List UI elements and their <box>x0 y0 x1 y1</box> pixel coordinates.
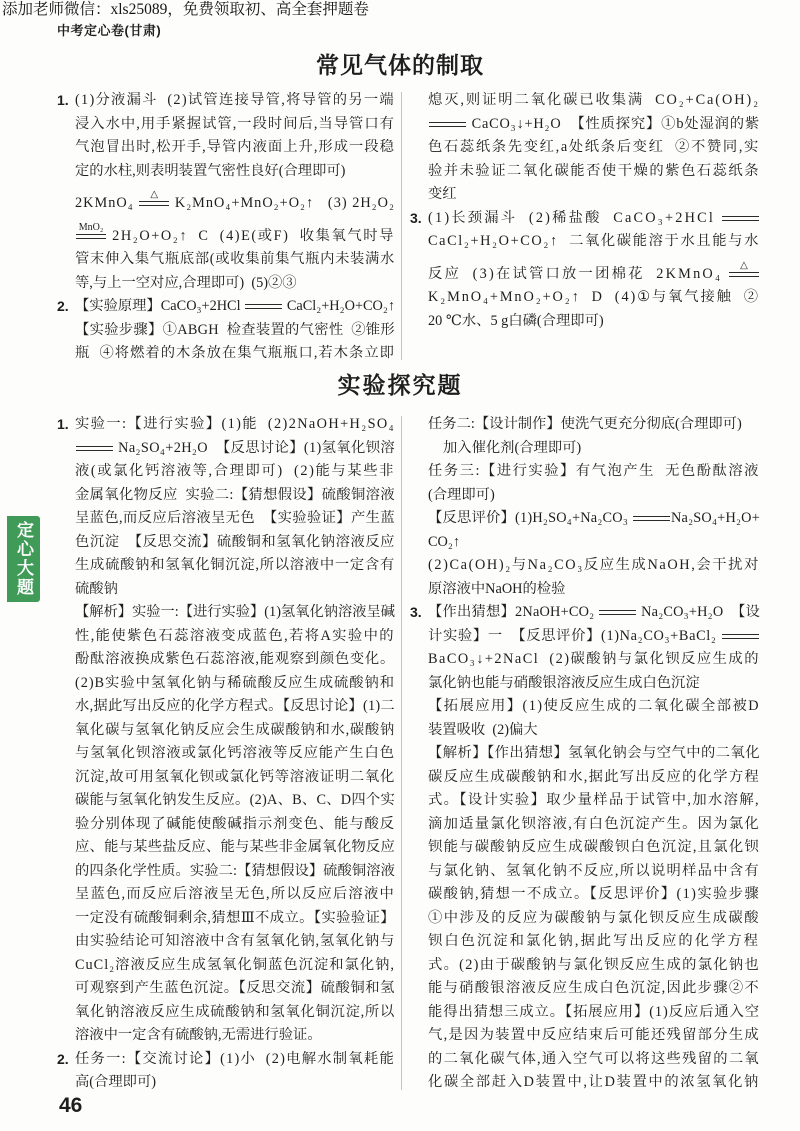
text-line <box>410 1001 760 1025</box>
book-title: 中考定心卷(甘肃) <box>57 23 162 38</box>
text-line <box>57 248 395 272</box>
line-content <box>428 136 760 160</box>
text-line <box>57 930 395 954</box>
text-run: (2)Ca(OH)₂与Na₂CO₃反应生成NaOH,会干扰对 <box>428 557 760 573</box>
line-content <box>75 189 395 216</box>
text-run: 的二氧化碳气体,通入空气可以将这些残留的二氧 <box>428 1050 760 1067</box>
text-line <box>57 507 395 531</box>
text-line <box>57 136 395 160</box>
text-line <box>410 531 760 555</box>
line-content <box>75 1001 395 1025</box>
text-line <box>410 286 760 310</box>
line-content <box>75 766 395 790</box>
line-content <box>75 719 395 743</box>
line-content <box>75 507 395 531</box>
text-line <box>57 89 395 113</box>
text-line <box>57 719 395 743</box>
item-number: 1. <box>57 92 69 108</box>
text-run: 原溶液中NaOH的检验 <box>428 580 566 597</box>
text-line <box>57 113 395 137</box>
text-line <box>410 1071 760 1095</box>
text-run: 与氯化钠、氢氧化钠不反应,所以说明样品中含有 <box>428 862 760 879</box>
line-content <box>428 578 565 602</box>
answer-column-right <box>410 413 760 1095</box>
text-run: ①中涉及的反应为碳酸钠与氯化钡反应生成碳酸 <box>428 909 760 926</box>
equals-sign <box>599 610 636 615</box>
text-run: 式。(2)由于碳酸钠与氯化钡反应生成的氯化钠也 <box>428 956 760 973</box>
section-title: 实验探究题 <box>337 372 463 398</box>
text-line <box>57 531 395 555</box>
line-content <box>75 625 395 649</box>
text-line <box>57 954 395 978</box>
equals-sign <box>722 216 759 221</box>
line-content <box>75 883 395 907</box>
line-content <box>428 183 457 207</box>
text-line <box>57 836 395 860</box>
text-line <box>410 89 760 113</box>
text-run: (1)长颈漏斗 (2)稀盐酸 CaCO₃+2HCl <box>428 209 721 226</box>
text-run: 反应 (3)在试管口放一团棉花 2KMnO₄ <box>428 265 728 282</box>
line-content <box>75 221 395 249</box>
line-content <box>428 259 760 287</box>
reaction-condition: △ <box>150 189 159 201</box>
text-run: 【作出猜想】2NaOH+CO₂ <box>428 604 599 620</box>
text-run: 碳酸钠,猜想一不成立。【反思评价】(1)实验步骤 <box>428 886 760 902</box>
line-content <box>75 484 395 508</box>
text-run: 溶液中一定含有硫酸钠,无需进行验证。 <box>75 1027 322 1043</box>
text-run: 任务三:【进行实验】有气泡产生 无色酚酞溶液 <box>428 463 760 479</box>
text-run: 任务二:【设计制作】使洗气更充分彻底(合理即可) <box>428 416 742 432</box>
line-content <box>75 813 395 837</box>
text-run: 【实验原理】CaCO₃+2HCl <box>75 298 245 314</box>
line-content <box>428 554 760 578</box>
line-content <box>75 319 395 343</box>
text-run: Na₂CO₃+H₂O 【设 <box>637 604 760 620</box>
text-line <box>57 160 395 184</box>
line-content <box>428 977 760 1001</box>
text-run: 高(合理即可) <box>75 1074 157 1090</box>
text-run: 硫酸钠 <box>75 580 118 597</box>
line-content <box>75 578 118 602</box>
item-number: 3. <box>410 209 422 226</box>
line-content <box>75 531 395 555</box>
text-line <box>410 310 760 334</box>
line-content <box>428 1024 760 1048</box>
text-line <box>410 907 760 931</box>
text-line <box>410 930 760 954</box>
text-run: 氯化钠也能与硝酸银溶液反应生成白色沉淀 <box>428 674 700 691</box>
text-line <box>410 977 760 1001</box>
text-line <box>410 113 760 137</box>
text-run: 碳能与氢氧化钠发生反应。(2)A、B、C、D四个实 <box>75 792 395 808</box>
text-run: 氧化碳与氢氧化钠反应会生成碳酸钠和水,碳酸钠 <box>75 721 395 738</box>
line-content <box>75 342 395 366</box>
text-run: 金属氧化物反应 实验二:【猜想假设】硫酸铜溶液 <box>75 486 395 503</box>
line-content <box>443 437 581 461</box>
line-content <box>75 860 395 884</box>
text-run: 验并未验证二氧化碳能否使干燥的紫色石蕊纸条 <box>428 162 760 179</box>
line-content <box>428 531 460 555</box>
text-line <box>410 789 760 813</box>
line-content <box>428 625 760 649</box>
text-run: (1)分液漏斗 (2)试管连接导管,将导管的另一端 <box>75 92 395 108</box>
item-number: 1. <box>57 416 69 432</box>
text-run: 【实验步骤】①ABGH 检查装置的气密性 ②锥形 <box>75 321 395 338</box>
equals-sign <box>729 259 759 277</box>
text-line <box>57 672 395 696</box>
line-content <box>428 813 760 837</box>
text-line <box>57 216 395 249</box>
text-line <box>57 625 395 649</box>
text-line <box>57 977 395 1001</box>
text-run: 生成硫酸钠和氢氧化铜沉淀,所以溶液中一定含有 <box>75 557 395 573</box>
text-run: 钡白色沉淀和氯化钠,据此写出反应的化学方程 <box>428 933 760 949</box>
line-content <box>428 460 760 484</box>
answer-column-right <box>410 89 760 333</box>
text-run: 【反思评价】(1)H₂SO₄+Na₂CO₃ <box>428 510 632 526</box>
line-content <box>75 554 395 578</box>
line-content <box>428 310 604 334</box>
text-run: 化碳全部赶入D装置中,让D装置中的浓氢氧化钠 <box>428 1074 760 1090</box>
line-content <box>428 507 760 531</box>
text-run: 的四条化学性质。实验二:【猜想假设】硫酸铜溶液 <box>75 862 395 879</box>
line-content <box>428 286 760 310</box>
line-content <box>428 930 760 954</box>
text-run: 管末伸入集气瓶底部(或收集前集气瓶内未装满水 <box>75 251 395 267</box>
text-line <box>410 554 760 578</box>
answer-column-left <box>57 413 395 1095</box>
text-run: 验分别体现了碱能使酸碱指示剂变色、能与酸反 <box>75 815 395 832</box>
line-content <box>428 601 760 625</box>
text-line <box>57 860 395 884</box>
text-line <box>57 437 395 461</box>
line-content <box>75 672 395 696</box>
line-content <box>75 160 345 184</box>
text-run: CaCl₂+H₂O+CO₂↑ 二氧化碳能溶于水且能与水 <box>428 233 760 249</box>
text-line <box>410 648 760 672</box>
text-line <box>410 207 760 231</box>
text-run: 浸入水中,用手紧握试管,一段时间后,当导管口有 <box>75 115 395 132</box>
text-line <box>410 601 760 625</box>
text-run: 定的水柱,则表明装置气密性良好(合理即可) <box>75 162 346 179</box>
text-line <box>57 907 395 931</box>
text-run: 色石蕊纸条先变红,a处纸条后变红 ②不赞同,实 <box>428 139 760 155</box>
line-content <box>75 1024 322 1048</box>
text-line <box>410 766 760 790</box>
text-line <box>410 578 760 602</box>
text-line <box>410 160 760 184</box>
text-run: 沉淀,故可用氢氧化钡或氯化钙等溶液证明二氧化 <box>75 768 395 785</box>
text-line <box>57 578 395 602</box>
text-line <box>57 695 395 719</box>
text-run: 【解析】实验一:【进行实验】(1)氢氧化钠溶液呈碱 <box>75 604 395 620</box>
equals-sign <box>722 634 759 639</box>
answer-column-left <box>57 89 395 366</box>
text-run: BaCO₃↓+2NaCl (2)碳酸钠与氯化钡反应生成的 <box>428 651 760 667</box>
equals-sign <box>139 189 169 206</box>
line-content <box>75 954 395 978</box>
text-run: 【拓展应用】(1)使反应生成的二氧化碳全部被D <box>428 698 760 714</box>
text-run: 一定没有硫酸铜剩余,猜想Ⅲ不成立。【实验验证】 <box>75 909 395 926</box>
text-line <box>57 813 395 837</box>
text-run: 任务一:【交流讨论】(1)小 (2)电解水制氧耗能 <box>75 1050 395 1067</box>
text-run: 式。【设计实验】取少量样品于试管中,加水溶解, <box>428 792 760 808</box>
text-run: 变红 <box>428 186 457 202</box>
section-title: 常见气体的制取 <box>316 52 484 78</box>
text-run: CaCO₃↓+H₂O 【性质探究】①b处湿润的紫 <box>467 115 760 132</box>
text-line <box>57 484 395 508</box>
equals-sign <box>633 516 670 521</box>
text-line <box>57 1024 395 1048</box>
text-run: (2)B实验中氢氧化钠与稀硫酸反应生成硫酸钠和 <box>75 674 395 691</box>
text-line <box>410 860 760 884</box>
line-content <box>75 789 395 813</box>
text-run: 瓶 ④将燃着的木条放在集气瓶瓶口,若木条立即 <box>75 345 395 361</box>
text-run: 气,是因为装置中反应结束后可能还残留部分生成 <box>428 1027 760 1043</box>
text-line <box>410 460 760 484</box>
line-content <box>75 113 395 137</box>
line-content <box>75 836 395 860</box>
text-line <box>410 742 760 766</box>
text-run: 2H₂O+O₂↑ C (4)E(或F) 收集氧气时导 <box>107 227 395 244</box>
text-run: 20 ℃水、5 g白磷(合理即可) <box>428 312 604 329</box>
text-run: 等,与上一空对应,合理即可) (5)②③ <box>75 274 297 291</box>
equals-sign <box>76 221 106 239</box>
text-run: 可观察到产生蓝色沉淀。【反思交流】硫酸铜和氢 <box>75 980 395 996</box>
column-divider <box>401 416 402 1090</box>
line-content <box>428 672 700 696</box>
line-content <box>75 601 395 625</box>
text-run: Na₂SO₄+2H₂O 【反思讨论】(1)氢氧化钡溶 <box>114 439 395 456</box>
text-line <box>410 136 760 160</box>
page-number: 46 <box>59 1094 83 1117</box>
line-content <box>428 1048 760 1072</box>
text-line <box>410 954 760 978</box>
line-content <box>428 1071 760 1095</box>
item-number: 3. <box>410 604 422 620</box>
line-content <box>428 907 760 931</box>
text-run: 与氢氧化钡溶液或氯化钙溶液等反应能产生白色 <box>75 745 395 761</box>
line-content <box>75 413 395 437</box>
text-line <box>410 625 760 649</box>
text-line <box>410 719 760 743</box>
text-run: 酚酞溶液换成紫色石蕊溶液,能观察到颜色变化。 <box>75 651 395 667</box>
line-content <box>75 648 395 672</box>
line-content <box>428 954 760 978</box>
text-line <box>57 648 395 672</box>
text-run: (合理即可) <box>428 486 495 503</box>
line-content <box>75 930 395 954</box>
line-content <box>428 860 760 884</box>
text-run: CuCl₂溶液反应生成氢氧化铜蓝色沉淀和氯化钠, <box>75 956 395 973</box>
text-line <box>57 742 395 766</box>
text-line <box>410 695 760 719</box>
line-content <box>428 742 760 766</box>
line-content <box>75 272 297 296</box>
text-line <box>410 484 760 508</box>
text-run: 熄灭,则证明二氧化碳已收集满 CO₂+Ca(OH)₂ <box>428 92 760 108</box>
text-run: 色沉淀 【反思交流】硫酸铜和氢氧化钠溶液反应 <box>75 533 395 550</box>
line-content <box>75 248 395 272</box>
text-line <box>410 413 760 437</box>
text-run: 呈蓝色,而反应后溶液呈无色 【实验验证】产生蓝 <box>75 510 395 526</box>
text-run: 装置吸收 (2)偏大 <box>428 721 538 738</box>
line-content <box>75 1048 395 1072</box>
text-line <box>410 183 760 207</box>
text-line <box>410 883 760 907</box>
text-line <box>57 883 395 907</box>
text-line <box>57 766 395 790</box>
text-run: 实验一:【进行实验】(1)能 (2)2NaOH+H₂SO₄ <box>75 416 395 432</box>
line-content <box>75 742 395 766</box>
text-line <box>410 507 760 531</box>
side-tab <box>7 516 40 602</box>
equals-sign <box>245 304 282 309</box>
line-content <box>428 160 760 184</box>
line-content <box>428 1001 760 1025</box>
text-run: Na₂SO₄+H₂O+ <box>670 510 760 526</box>
text-line <box>57 1001 395 1025</box>
line-content <box>428 484 495 508</box>
text-run: 呈蓝色,而反应后溶液呈无色,所以反应后溶液中 <box>75 886 395 902</box>
text-line <box>57 183 395 216</box>
line-content <box>428 89 760 113</box>
text-run: 应、能与某些盐反应、能与某些非金属氧化物反应 <box>75 839 395 855</box>
text-line <box>57 601 395 625</box>
text-line <box>57 460 395 484</box>
text-line <box>57 789 395 813</box>
reaction-condition: MnO₂ <box>78 221 104 233</box>
line-content <box>428 207 760 231</box>
line-content <box>75 136 395 160</box>
line-content <box>428 883 760 907</box>
line-content <box>75 907 395 931</box>
text-run: 能与硝酸银溶液反应生成白色沉淀,因此步骤②不 <box>428 980 760 996</box>
text-run: 【解析】【作出猜想】氢氧化钠会与空气中的二氧化 <box>428 745 760 761</box>
text-run: 液(或氯化钙溶液等,合理即可) (2)能与某些非 <box>75 463 395 479</box>
line-content <box>428 413 742 437</box>
text-run: 滴加适量氯化钡溶液,有白色沉淀产生。因为氯化 <box>428 815 760 832</box>
text-line <box>410 836 760 860</box>
text-run: 由实验结论可知溶液中含有氢氧化钠,氢氧化钠与 <box>75 933 395 949</box>
text-run: 性,能使紫色石蕊溶液变成蓝色,若将A实验中的 <box>75 627 395 644</box>
side-tab-label: 定心大题 <box>14 521 33 597</box>
line-content <box>428 230 760 254</box>
line-content <box>75 460 395 484</box>
text-run: 碳反应生成碳酸钠和水,据此写出反应的化学方程 <box>428 768 760 785</box>
text-run: 氧化钠溶液反应生成硫酸钠和氢氧化铜沉淀,所以 <box>75 1003 395 1020</box>
reaction-condition: △ <box>740 259 748 271</box>
text-line <box>410 254 760 287</box>
text-line <box>410 437 760 461</box>
text-run: 加入催化剂(合理即可) <box>443 439 582 456</box>
text-run: 钡能与碳酸钠反应生成碳酸钡白色沉淀,且氯化钡 <box>428 839 760 855</box>
text-run: 能得出猜想三成立。【拓展应用】(1)反应后通入空 <box>428 1003 760 1020</box>
line-content <box>75 1071 156 1095</box>
text-line <box>410 672 760 696</box>
text-line <box>57 554 395 578</box>
column-divider <box>401 92 402 360</box>
line-content <box>428 789 760 813</box>
line-content <box>75 977 395 1001</box>
equals-sign <box>429 122 466 127</box>
line-content <box>428 766 760 790</box>
text-line <box>57 272 395 296</box>
line-content <box>75 437 395 461</box>
equals-sign <box>76 446 113 451</box>
text-line <box>410 1024 760 1048</box>
text-run: 计实验】一 【反思评价】(1)Na₂CO₃+BaCl₂ <box>428 627 721 644</box>
line-content <box>428 836 760 860</box>
line-content <box>75 295 395 319</box>
text-run: 水,据此写出反应的化学方程式。【反思讨论】(1)二 <box>75 698 395 714</box>
text-run: 2KMnO₄ <box>75 195 139 211</box>
text-line <box>57 342 395 366</box>
item-number: 2. <box>57 1050 69 1067</box>
line-content <box>75 695 395 719</box>
text-line <box>57 1048 395 1072</box>
text-run: CO₂↑ <box>428 533 460 550</box>
text-run: K₂MnO₄+MnO₂+O₂↑ (3) 2H₂O₂ <box>170 195 395 211</box>
line-content <box>428 648 760 672</box>
text-run: 气泡冒出时,松开手,导管内液面上升,形成一段稳 <box>75 139 395 155</box>
line-content <box>428 695 760 719</box>
line-content <box>75 89 395 113</box>
text-run: CaCl₂+H₂O+CO₂↑ <box>283 298 395 314</box>
text-line <box>410 1048 760 1072</box>
text-line <box>57 413 395 437</box>
text-line <box>57 1071 395 1095</box>
text-line <box>410 813 760 837</box>
promo-banner: 添加老师微信：xls25089，免费领取初、高全套押题卷 <box>2 1 369 18</box>
text-line <box>57 319 395 343</box>
line-content <box>428 719 538 743</box>
text-run: K₂MnO₄+MnO₂+O₂↑ D (4)①与氧气接触 ② <box>428 289 760 305</box>
text-line <box>410 230 760 254</box>
text-line <box>57 295 395 319</box>
line-content <box>428 113 760 137</box>
item-number: 2. <box>57 298 69 314</box>
